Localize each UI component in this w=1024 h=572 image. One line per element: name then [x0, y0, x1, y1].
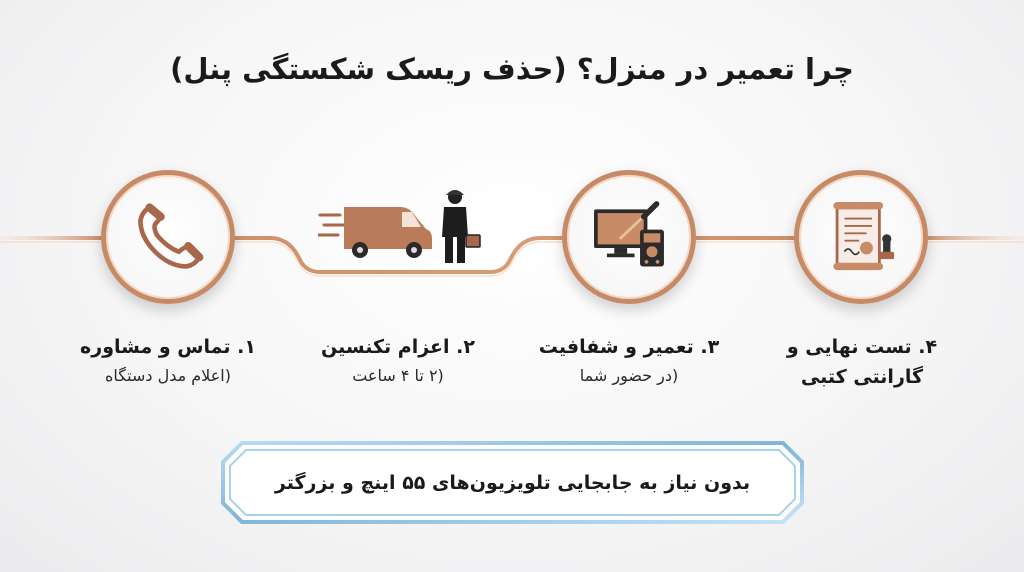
- step-3-subtitle: (در حضور شما: [579, 366, 679, 385]
- phone-icon: [122, 191, 214, 283]
- step-1-label: [58, 332, 278, 390]
- tv-screwdriver-multimeter-icon: [583, 191, 675, 283]
- step-1-title: ۱. تماس و مشاوره: [80, 336, 256, 358]
- step-3-circle: [562, 170, 696, 304]
- step-4-title: ۴. تست نهایی و: [786, 336, 938, 358]
- step-1-subtitle: (اعلام مدل دستگاه: [105, 366, 231, 385]
- step-4-label: [752, 332, 972, 392]
- page-title: چرا تعمیر در منزل؟ (حذف ریسک شکستگی پنل): [170, 52, 854, 86]
- step-2-label: [288, 332, 508, 390]
- bottom-banner: [220, 440, 805, 525]
- certificate-stamp-icon: [815, 191, 907, 283]
- step-2-subtitle: (۲ تا ۴ ساعت: [352, 366, 444, 385]
- step-1-circle: [101, 170, 235, 304]
- step-3-label: [519, 332, 739, 390]
- banner-text: بدون نیاز به جابجایی تلویزیون‌های ۵۵ اینچ و بزرگتر: [274, 471, 751, 494]
- step-3-title: ۳. تعمیر و شفافیت: [538, 336, 720, 358]
- step-2-title: ۲. اعزام تکنسین: [321, 336, 475, 358]
- step-4-circle: [794, 170, 928, 304]
- step-4-subtitle: گارانتی کتبی: [800, 366, 924, 388]
- van-technician-icon: [318, 185, 483, 265]
